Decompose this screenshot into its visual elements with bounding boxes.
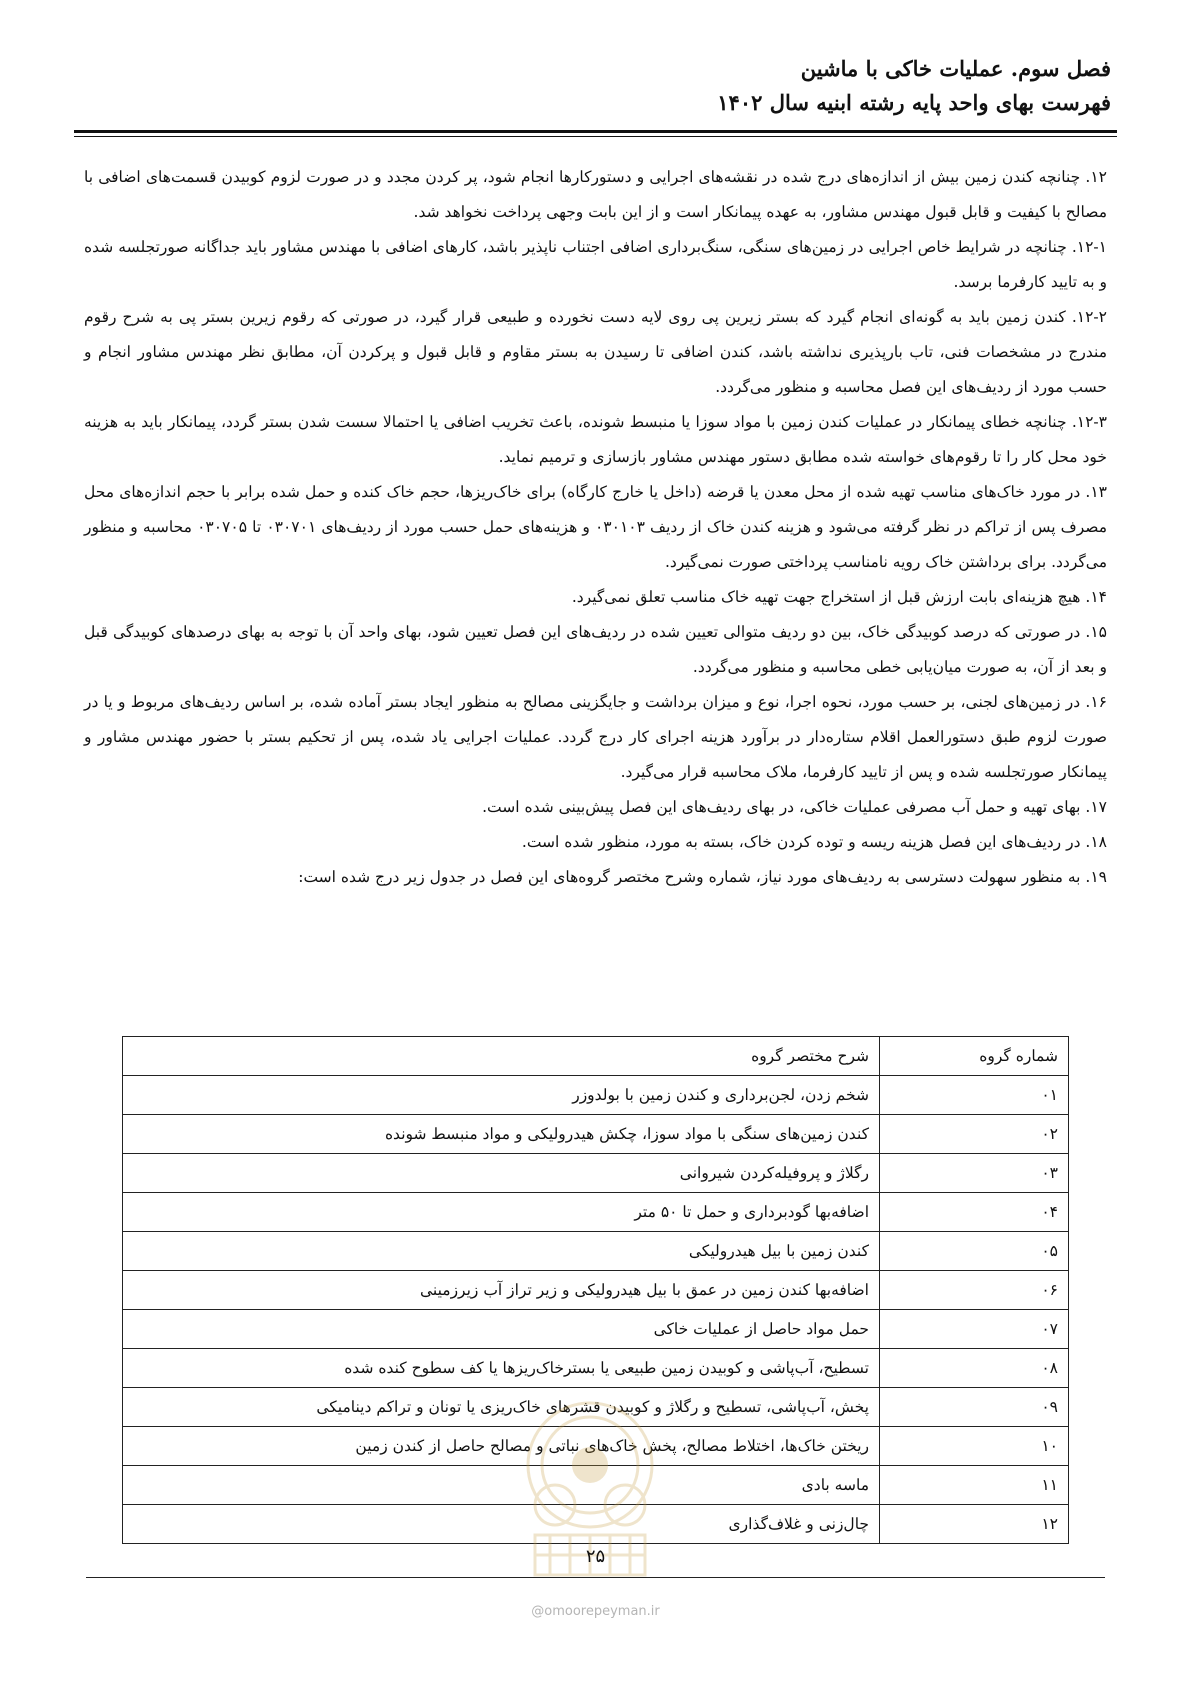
paragraph-17: ۱۷. بهای تهیه و حمل آب مصرفی عملیات خاکی، در بهای ردیف‌های این فصل پیش‌بینی شده است. — [482, 798, 1107, 816]
group-description: پخش، آب‌پاشی، تسطیح و رگلاژ و کوبیدن قشرهای خاک‌ریزی یا تونان و تراکم دینامیکی — [123, 1388, 880, 1427]
paragraph-12-2: ۱۲-۲. کندن زمین باید به گونه‌ای انجام گیرد که بستر زیرین پی روی لایه دست نخورده و طبیعی قرار گیرد، در صورتی که رقوم زیرین بستر پی به شرح رقوم مندرج در مشخصات فنی، تاب بارپذیری نداشته باشد، کندن اضافی تا رسیدن به بستر مقاوم و قابل قبول و پرکردن آن، مطابق نظر مهندس مشاور انجام و حسب مورد از ردیف‌های این فصل محاسبه و منظور می‌گردد. — [84, 308, 1107, 396]
paragraph-14: ۱۴. هیچ هزینه‌ای بابت ارزش قبل از استخراج جهت تهیه خاک مناسب تعلق نمی‌گیرد. — [571, 588, 1107, 606]
book-title: فهرست بهای واحد پایه رشته ابنیه سال ۱۴۰۲ — [717, 90, 1111, 115]
table-row — [123, 1115, 1069, 1154]
paragraph-12-1: ۱۲-۱. چنانچه در شرایط خاص اجرایی در زمین‌های سنگی، سنگ‌برداری اضافی اجتناب ناپذیر باشد، کارهای اضافی با مهندس مشاور باید جداگانه صورتجلسه شده و به تایید کارفرما برسد. — [84, 238, 1107, 291]
footer-url: @omoorepeyman.ir — [531, 1604, 660, 1619]
paragraph-13: ۱۳. در مورد خاک‌های مناسب تهیه شده از محل معدن یا قرضه (داخل یا خارج کارگاه) برای خاک‌ریزها، حجم خاک کنده و حمل شده برابر با حجم اندازه‌های محل مصرف پس از تراکم در نظر گرفته می‌شود و هزینه کندن خاک از ردیف ۰۳۰۱۰۳ و هزینه‌های حمل حسب مورد از ردیف‌های ۰۳۰۷۰۱ تا ۰۳۰۷۰۵ محاسبه و منظور می‌گردد. برای برداشتن خاک رویه نامناسب پرداختی صورت نمی‌گیرد. — [84, 483, 1108, 571]
paragraph-18: ۱۸. در ردیف‌های این فصل هزینه ریسه و توده کردن خاک، بسته به مورد، منظور شده است. — [521, 833, 1107, 851]
footer-rule — [86, 1577, 1105, 1578]
group-description: اضافه‌بها کندن زمین در عمق با بیل هیدرولیکی و زیر تراز آب زیرزمینی — [123, 1271, 880, 1310]
group-number: ۰۵ — [880, 1232, 1069, 1271]
group-number: ۱۲ — [880, 1505, 1069, 1544]
paragraph-16: ۱۶. در زمین‌های لجنی، بر حسب مورد، نحوه اجرا، نوع و میزان برداشت و جایگزینی مصالح به منظور ایجاد بستر آماده شده، بر اساس ردیف‌های مربوط و یا در صورت لزوم طبق دستورالعمل اقلام ستاره‌دار در برآورد هزینه اجرای کار درج گردد. عملیات اجرایی یاد شده، پس از تحکیم بستر با حضور مهندس مشاور و پیمانکار صورتجلسه شده و پس از تایید کارفرما، ملاک محاسبه قرار می‌گیرد. — [84, 693, 1107, 781]
paragraph-15: ۱۵. در صورتی که درصد کوبیدگی خاک، بین دو ردیف متوالی تعیین شده در ردیف‌های این فصل تعیین شود، بهای واحد آن با توجه به بهای درصدهای کوبیدگی قبل و بعد از آن، به صورت میان‌یابی خطی محاسبه و منظور می‌گردد. — [84, 623, 1107, 676]
document-body — [84, 160, 1107, 895]
group-description: رگلاژ و پروفیله‌کردن شیروانی — [123, 1154, 880, 1193]
paragraph-12-3: ۱۲-۳. چنانچه خطای پیمانکار در عملیات کندن زمین با مواد سوزا یا منبسط شونده، باعث تخریب اضافی یا احتمالا سست شدن بستر گردد، پیمانکار باید به هزینه خود محل کار را تا رقوم‌های خواسته شده مطابق دستور مهندس مشاور بازسازی و ترمیم نماید. — [84, 413, 1107, 466]
table-row — [123, 1310, 1069, 1349]
group-number: ۱۰ — [880, 1427, 1069, 1466]
chapter-title: فصل سوم. عملیات خاکی با ماشین — [800, 56, 1111, 81]
header-group-number: شماره گروه — [880, 1037, 1069, 1076]
group-number: ۰۶ — [880, 1271, 1069, 1310]
group-description: کندن زمین با بیل هیدرولیکی — [123, 1232, 880, 1271]
group-description: شخم زدن، لجن‌برداری و کندن زمین با بولدوزر — [123, 1076, 880, 1115]
group-number: ۱۱ — [880, 1466, 1069, 1505]
group-number: ۰۴ — [880, 1193, 1069, 1232]
group-number: ۰۳ — [880, 1154, 1069, 1193]
group-description: حمل مواد حاصل از عملیات خاکی — [123, 1310, 880, 1349]
group-description: تسطیح، آب‌پاشی و کوبیدن زمین طبیعی یا بسترخاک‌ریزها یا کف سطوح کنده شده — [123, 1349, 880, 1388]
group-description: اضافه‌بها گودبرداری و حمل تا ۵۰ متر — [123, 1193, 880, 1232]
group-description: چال‌زنی و غلاف‌گذاری — [123, 1505, 880, 1544]
table-row — [123, 1271, 1069, 1310]
group-description: ماسه بادی — [123, 1466, 880, 1505]
page-number: ۲۵ — [585, 1546, 606, 1567]
header-rule-thin — [74, 136, 1117, 137]
group-description: کندن زمین‌های سنگی با مواد سوزا، چکش هیدرولیکی و مواد منبسط شونده — [123, 1115, 880, 1154]
table-header-row — [123, 1037, 1069, 1076]
group-number: ۰۱ — [880, 1076, 1069, 1115]
header-rule-thick — [74, 130, 1117, 133]
table-row — [123, 1232, 1069, 1271]
header-group-description: شرح مختصر گروه — [123, 1037, 880, 1076]
group-description: ریختن خاک‌ها، اختلاط مصالح، پخش خاک‌های نباتی و مصالح حاصل از کندن زمین — [123, 1427, 880, 1466]
page-header — [80, 52, 1111, 120]
group-number: ۰۷ — [880, 1310, 1069, 1349]
table-row — [123, 1349, 1069, 1388]
group-number: ۰۹ — [880, 1388, 1069, 1427]
paragraph-19: ۱۹. به منظور سهولت دسترسی به ردیف‌های مورد نیاز، شماره وشرح مختصر گروه‌های این فصل در جدول زیر درج شده است: — [298, 868, 1107, 886]
table-row — [123, 1193, 1069, 1232]
paragraph-12: ۱۲. چنانچه کندن زمین بیش از اندازه‌های درج شده در نقشه‌های اجرایی و دستورکارها انجام شود، پر کردن مجدد و در صورت لزوم کوبیدن قسمت‌های اضافی با مصالح با کیفیت و قابل قبول مهندس مشاور، به عهده پیمانکار است و از این بابت وجهی پرداخت نخواهد شد. — [84, 168, 1107, 221]
group-number: ۰۲ — [880, 1115, 1069, 1154]
group-number: ۰۸ — [880, 1349, 1069, 1388]
table-row — [123, 1154, 1069, 1193]
table-row — [123, 1076, 1069, 1115]
